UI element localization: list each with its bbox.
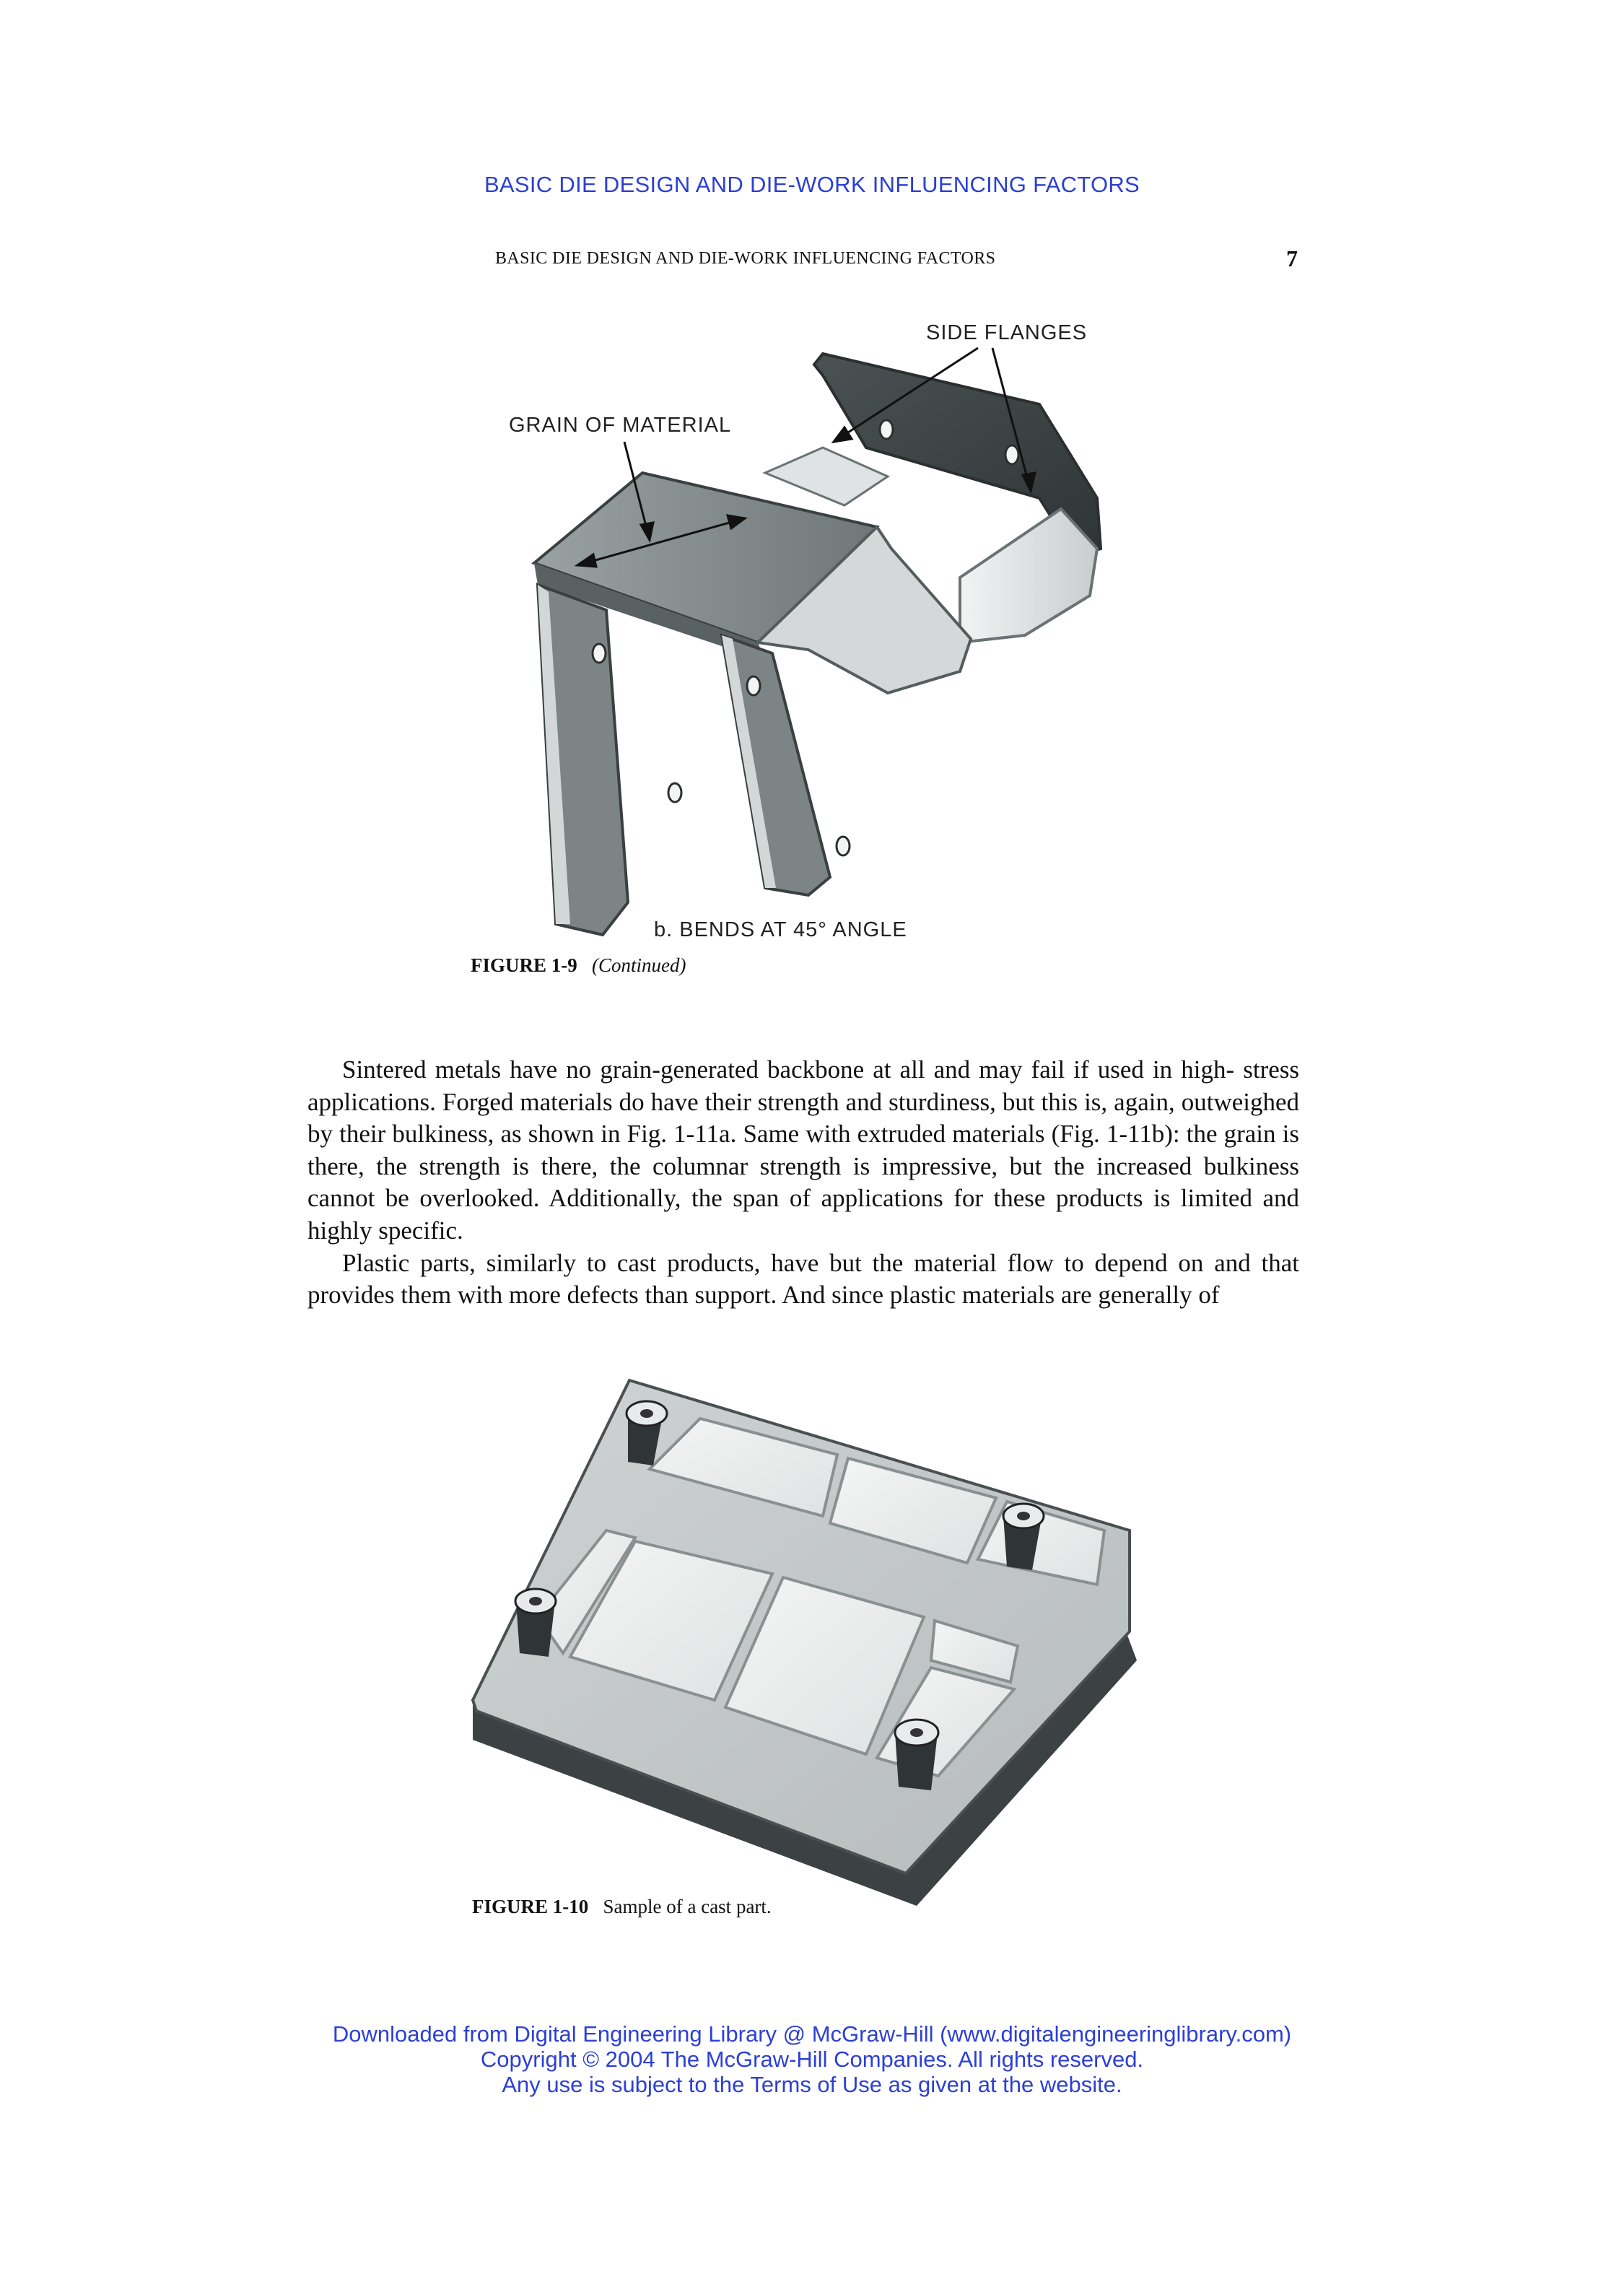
footer: [0, 2021, 1624, 2097]
footer-line-2: Copyright © 2004 The McGraw-Hill Companies. All rights reserved.: [480, 2047, 1144, 2072]
figure-1-10-number: FIGURE 1-10: [472, 1896, 589, 1917]
figure-1-10-caption: [472, 1896, 772, 1918]
channel-wall: [765, 448, 888, 505]
figure-1-10-cast-part-illustration: [0, 1357, 1624, 1906]
bends-label: b. BENDS AT 45° ANGLE: [654, 918, 907, 941]
body-text: [307, 1054, 1299, 1312]
figure-1-9-number: FIGURE 1-9: [471, 954, 577, 976]
figure-1-10-text: Sample of a cast part.: [603, 1896, 772, 1917]
running-head: BASIC DIE DESIGN AND DIE-WORK INFLUENCING FACTORS: [495, 249, 996, 268]
paragraph-2: Plastic parts, similarly to cast products, have but the material flow to depend on and that provides them with more defects than support. And since plastic materials are generally of: [307, 1248, 1299, 1310]
side-flanges-label: SIDE FLANGES: [926, 321, 1088, 344]
page-number: 7: [1286, 245, 1298, 271]
right-flange: [960, 509, 1097, 642]
grain-of-material-label: GRAIN OF MATERIAL: [509, 414, 732, 437]
boss-bottom: [895, 1720, 938, 1790]
paragraph-1: Sintered metals have no grain-generated backbone at all and may fail if used in high- stress applications. Forged materials do have their strength and sturdiness, but this is, again, outweighed by their bulkiness, as shown in Fig. 1-11a. Same with extruded materials (Fig. 1-11b): the grain is there, the strength is there, the columnar strength is impressive, but the increased bulkiness cannot be overlooked. Additionally, the span of applications for these products is limited and highly specific.: [307, 1055, 1300, 1245]
footer-line-1: Downloaded from Digital Engineering Library @ McGraw-Hill (www.digitalengineeringlibrary.com): [332, 2021, 1292, 2047]
boss-left: [515, 1589, 556, 1657]
figure-1-9-caption: [471, 954, 686, 977]
footer-line-3: Any use is subject to the Terms of Use as given at the website.: [502, 2072, 1122, 2097]
top-banner: BASIC DIE DESIGN AND DIE-WORK INFLUENCING FACTORS: [484, 172, 1140, 197]
figure-1-9-text: (Continued): [592, 954, 686, 976]
figure-1-9-bracket-illustration: [0, 303, 1624, 953]
